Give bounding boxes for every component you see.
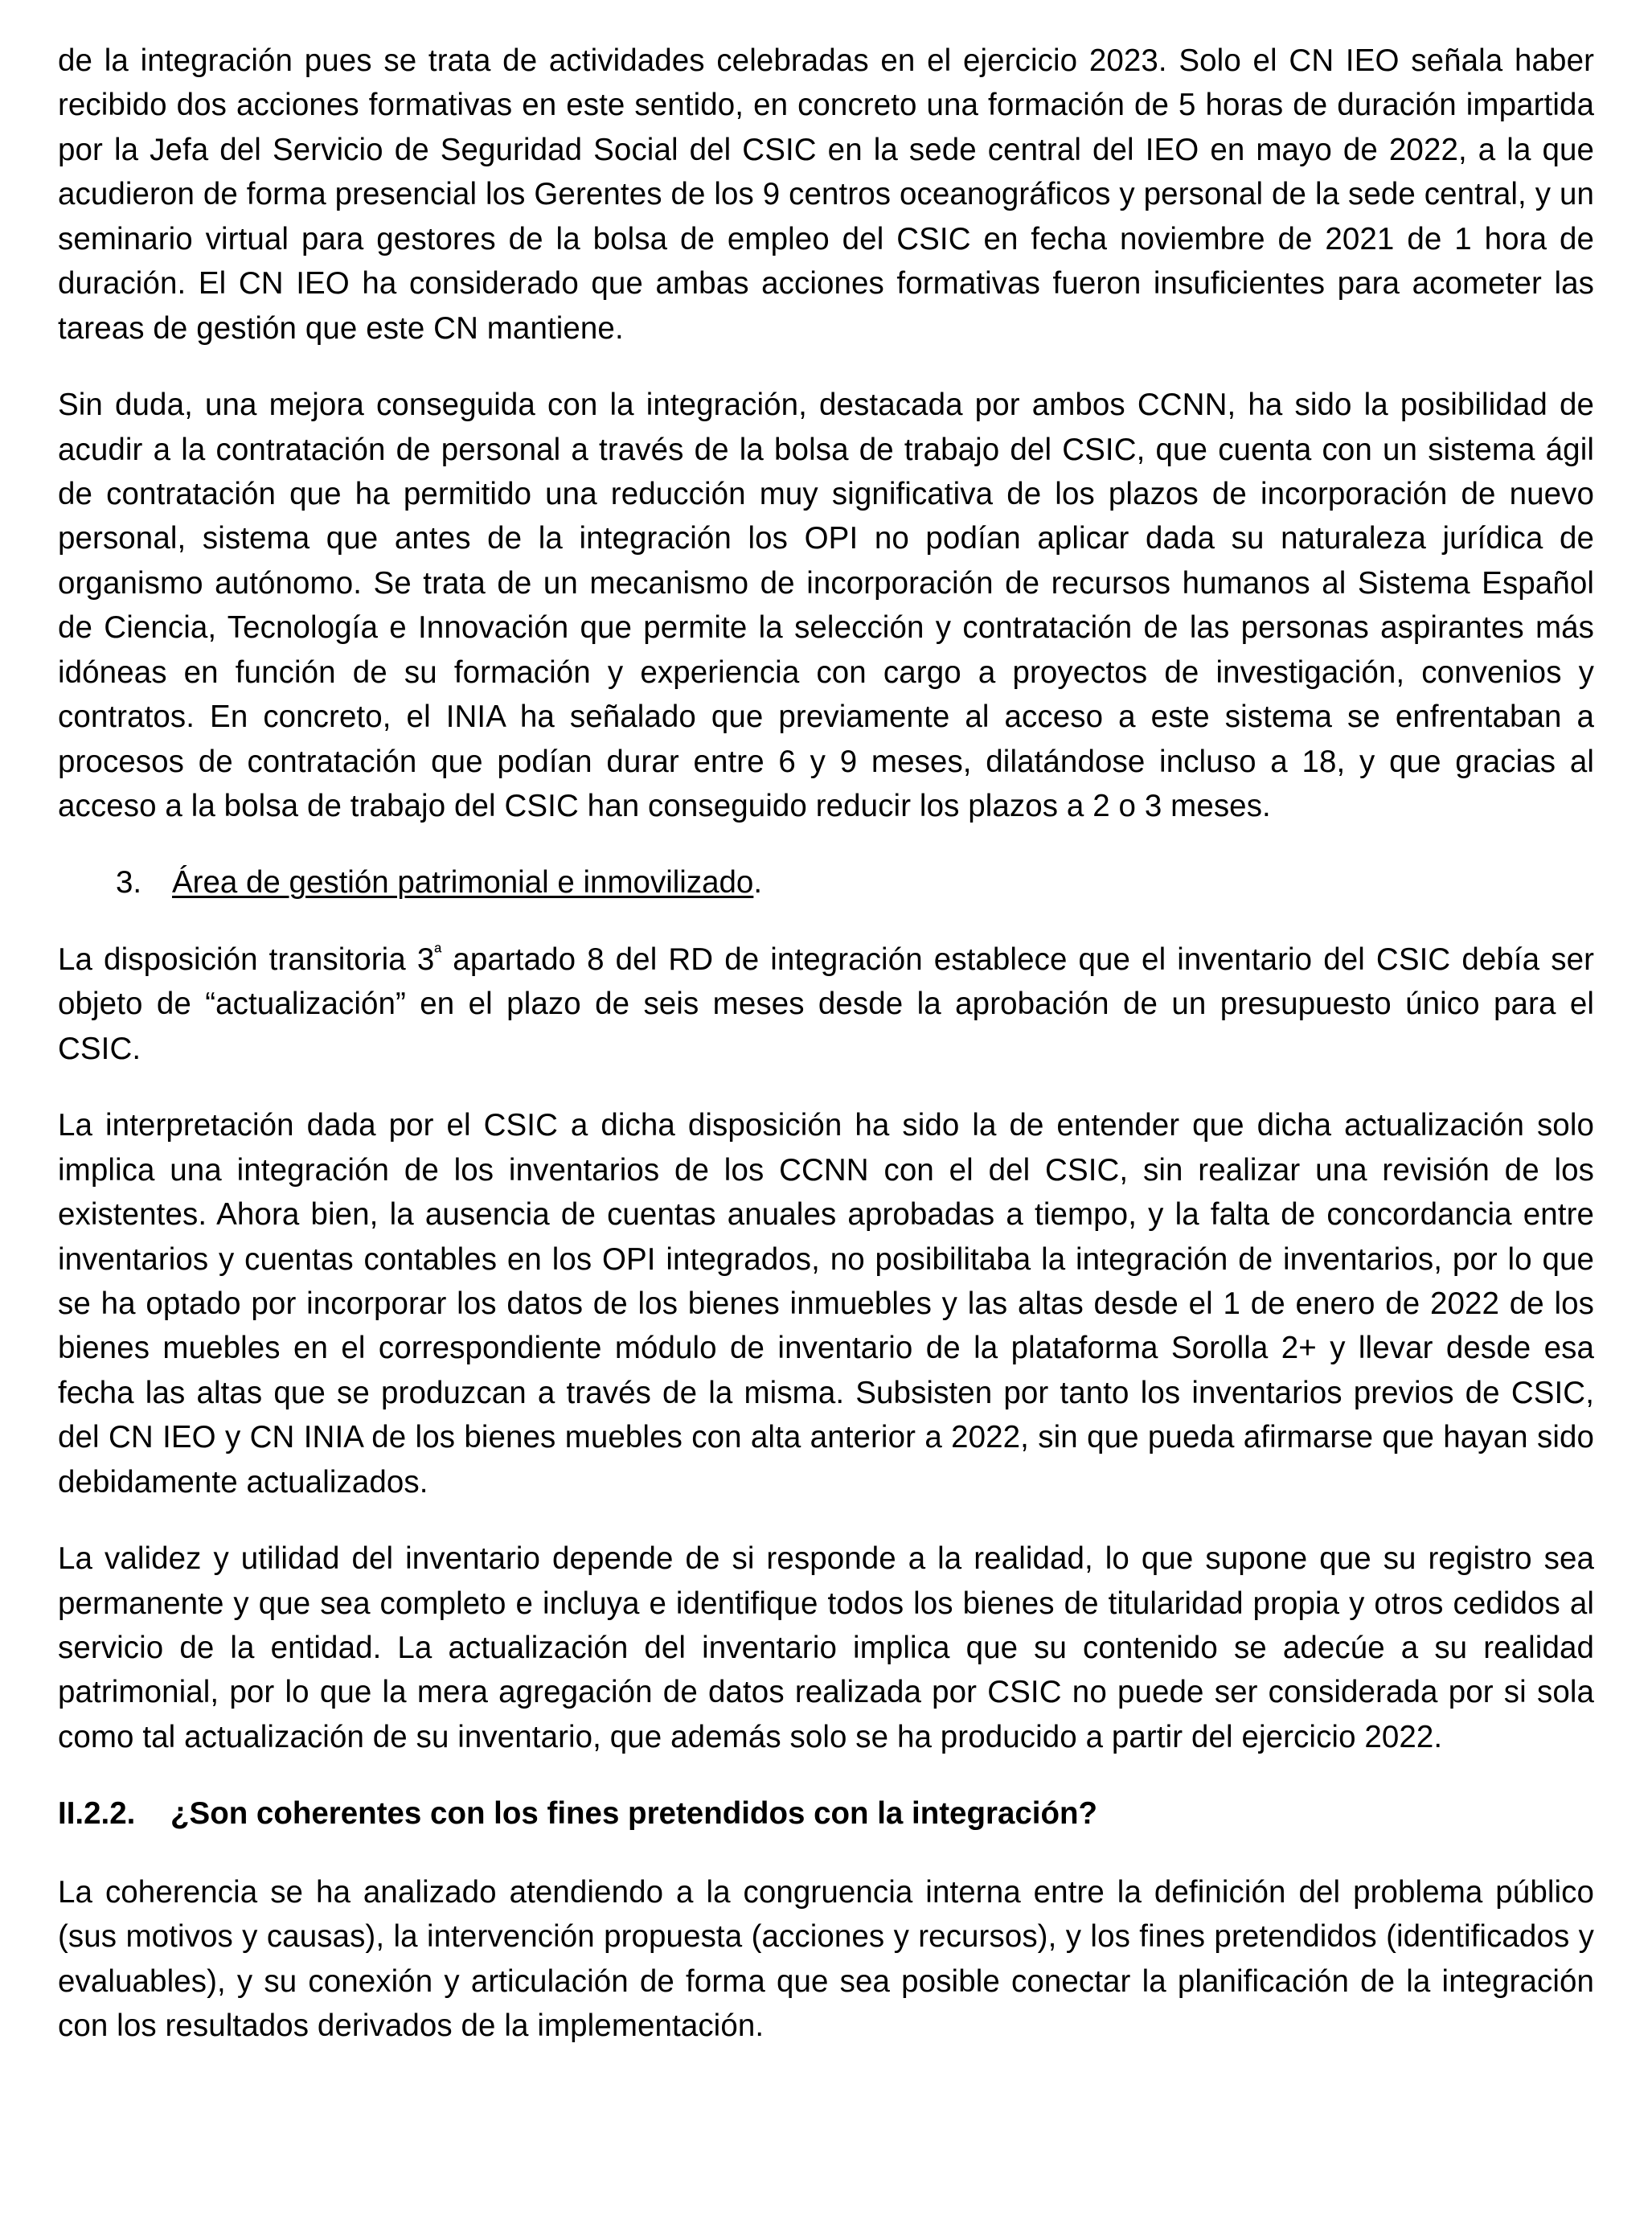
disposicion-text-part2: apartado 8 del RD de integración establece que el inventario del CSIC debía ser objeto de “actualización” en el plazo de seis meses desde la aprobación de un presupuesto único para el CSIC.	[58, 942, 1594, 1066]
list-item-trailing-punctuation: .	[753, 865, 763, 901]
section-title: ¿Son coherentes con los fines pretendidos con la integración?	[170, 1796, 1098, 1832]
section-heading	[58, 1791, 1594, 1836]
document-body	[58, 39, 1594, 2049]
disposicion-text-part1: La disposición transitoria 3	[58, 942, 435, 977]
list-item	[58, 860, 1594, 905]
section-number: II.2.2.	[58, 1796, 136, 1832]
paragraph-interpretacion-csic: La interpretación dada por el CSIC a dicha disposición ha sido la de entender que dicha actualización solo implica una integración de los inventarios de los CCNN con el del CSIC, sin realizar una revisión de los existentes. Ahora bien, la ausencia de cuentas anuales aprobadas a tiempo, y la falta de concordancia entre inventarios y cuentas contables en los OPI integrados, no posibilitaba la integración de inventarios, por lo que se ha optado por incorporar los datos de los bienes inmuebles y las altas desde el 1 de enero de 2022 de los bienes muebles en el correspondiente módulo de inventario de la plataforma Sorolla 2+ y llevar desde esa fecha las altas que se produzcan a través de la misma. Subsisten por tanto los inventarios previos de CSIC, del CN IEO y CN INIA de los bienes muebles con alta anterior a 2022, sin que pueda afirmarse que hayan sido debidamente actualizados.	[58, 1108, 1594, 1500]
paragraph-mejora-bolsa-trabajo: Sin duda, una mejora conseguida con la integración, destacada por ambos CCNN, ha sido la posibilidad de acudir a la contratación de personal a través de la bolsa de trabajo del CSIC, que cuenta con un sistema ágil de contratación que ha permitido una reducción muy significativa de los plazos de incorporación de nuevo personal, sistema que antes de la integración los OPI no podían aplicar dada su naturaleza jurídica de organismo autónomo. Se trata de un mecanismo de incorporación de recursos humanos al Sistema Español de Ciencia, Tecnología e Innovación que permite la selección y contratación de las personas aspirantes más idóneas en función de su formación y experiencia con cargo a proyectos de investigación, convenios y contratos. En concreto, el INIA ha señalado que previamente al acceso a este sistema se enfrentaban a procesos de contratación que podían durar entre 6 y 9 meses, dilatándose incluso a 18, y que gracias al acceso a la bolsa de trabajo del CSIC han conseguido reducir los plazos a 2 o 3 meses.	[58, 388, 1594, 823]
paragraph-integracion-actividades: de la integración pues se trata de actividades celebradas en el ejercicio 2023. Solo el CN IEO señala haber recibido dos acciones formativas en este sentido, en concreto una formación de 5 horas de duración impartida por la Jefa del Servicio de Seguridad Social del CSIC en la sede central del IEO en mayo de 2022, a la que acudieron de forma presencial los Gerentes de los 9 centros oceanográficos y personal de la sede central, y un seminario virtual para gestores de la bolsa de empleo del CSIC en fecha noviembre de 2021 de 1 hora de duración. El CN IEO ha considerado que ambas acciones formativas fueron insuficientes para acometer las tareas de gestión que este CN mantiene.	[58, 43, 1594, 346]
list-item-text	[172, 860, 762, 905]
ordinal-superscript: ª	[434, 942, 442, 964]
paragraph-disposicion-transitoria	[58, 938, 1594, 1071]
paragraph-coherencia: La coherencia se ha analizado atendiendo a la congruencia interna entre la definición del problema público (sus motivos y causas), la intervención propuesta (acciones y recursos), y los fines pretendidos (identificados y evaluables), y su conexión y articulación de forma que sea posible conectar la planificación de la integración con los resultados derivados de la implementación.	[58, 1874, 1594, 2044]
list-item-underlined-label: Área de gestión patrimonial e inmovilizado	[172, 865, 754, 901]
paragraph-validez-inventario: La validez y utilidad del inventario depende de si responde a la realidad, lo que supone que su registro sea permanente y que sea completo e incluya e identifique todos los bienes de titularidad propia y otros cedidos al servicio de la entidad. La actualización del inventario implica que su contenido se adecúe a su realidad patrimonial, por lo que la mera agregación de datos realizada por CSIC no puede ser considerada por si sola como tal actualización de su inventario, que además solo se ha producido a partir del ejercicio 2022.	[58, 1541, 1594, 1754]
list-item-number: 3.	[116, 865, 142, 901]
